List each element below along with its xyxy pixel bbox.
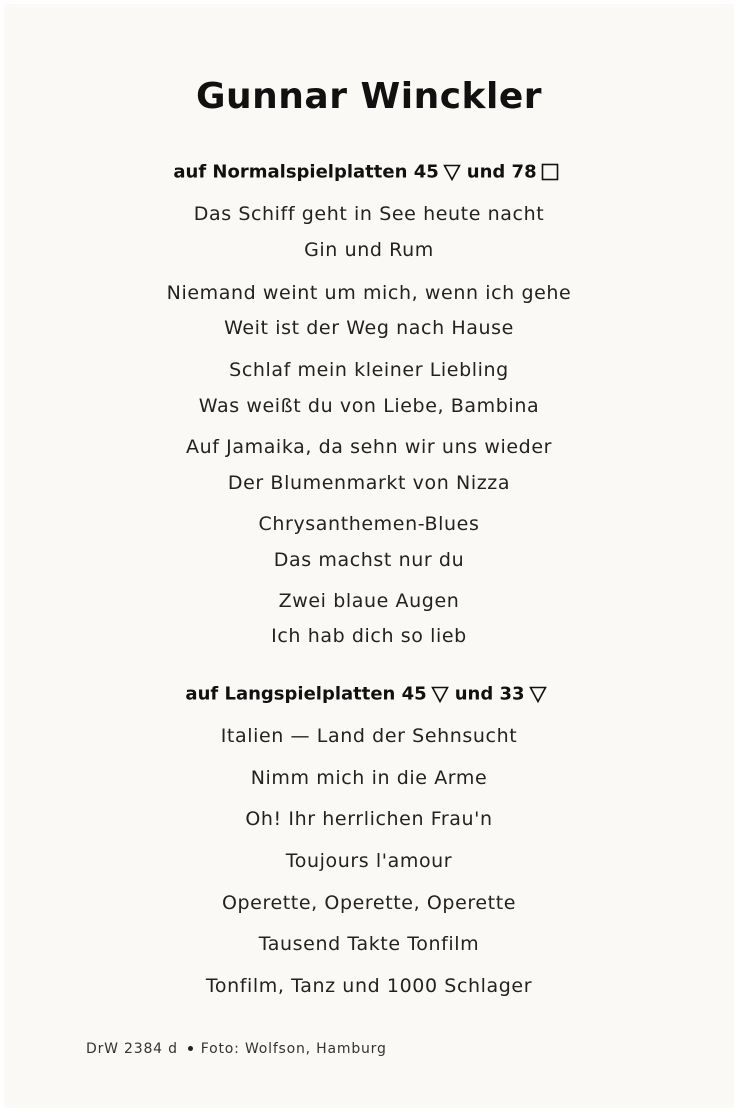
footer [86,1041,387,1057]
song-item: Was weißt du von Liebe, Bambina [198,395,540,417]
square-icon [541,163,559,181]
speed-33: 33 [499,683,525,705]
song-item: Chrysanthemen-Blues [258,513,480,535]
song-item: Tonfilm, Tanz und 1000 Schlager [205,975,533,997]
connector-und: und [454,683,494,705]
song-item: Ich hab dich so lieb [271,625,467,647]
connector-und: und [466,161,506,183]
song-item: Weit ist der Weg nach Hause [224,317,514,339]
speed-78: 78 [511,161,537,183]
song-item: Operette, Operette, Operette [221,892,517,914]
section-prefix: auf Normalspielplatten [173,161,408,183]
section-heading-normal [0,161,738,183]
photo-credit: Foto: Wolfson, Hamburg [200,1041,387,1057]
song-item: Das machst nur du [273,549,465,571]
song-item: Der Blumenmarkt von Nizza [227,472,511,494]
artist-title: Gunnar Winckler [196,76,542,117]
bullet-dot-icon [188,1046,193,1051]
song-item: Schlaf mein kleiner Liebling [229,359,509,381]
speed-45: 45 [413,161,439,183]
triangle-down-icon [431,686,449,703]
triangle-down-icon [529,686,547,703]
speed-45: 45 [401,683,427,705]
song-item: Gin und Rum [304,239,434,261]
triangle-down-icon [443,164,461,181]
catalog-code: DrW 2384 d [86,1041,178,1057]
section-prefix: auf Langspielplatten [185,683,396,705]
song-item: Zwei blaue Augen [278,590,460,612]
song-item: Nimm mich in die Arme [250,767,488,789]
section-heading-lp [0,683,738,705]
song-item: Italien — Land der Sehnsucht [220,725,518,747]
song-item: Toujours l'amour [285,850,453,872]
song-item: Oh! Ihr herrlichen Frau'n [245,808,493,830]
song-item: Niemand weint um mich, wenn ich gehe [166,282,572,304]
song-item: Das Schiff geht in See heute nacht [193,203,545,225]
song-item: Tausend Takte Tonfilm [258,933,480,955]
song-item: Auf Jamaika, da sehn wir uns wieder [185,436,553,458]
